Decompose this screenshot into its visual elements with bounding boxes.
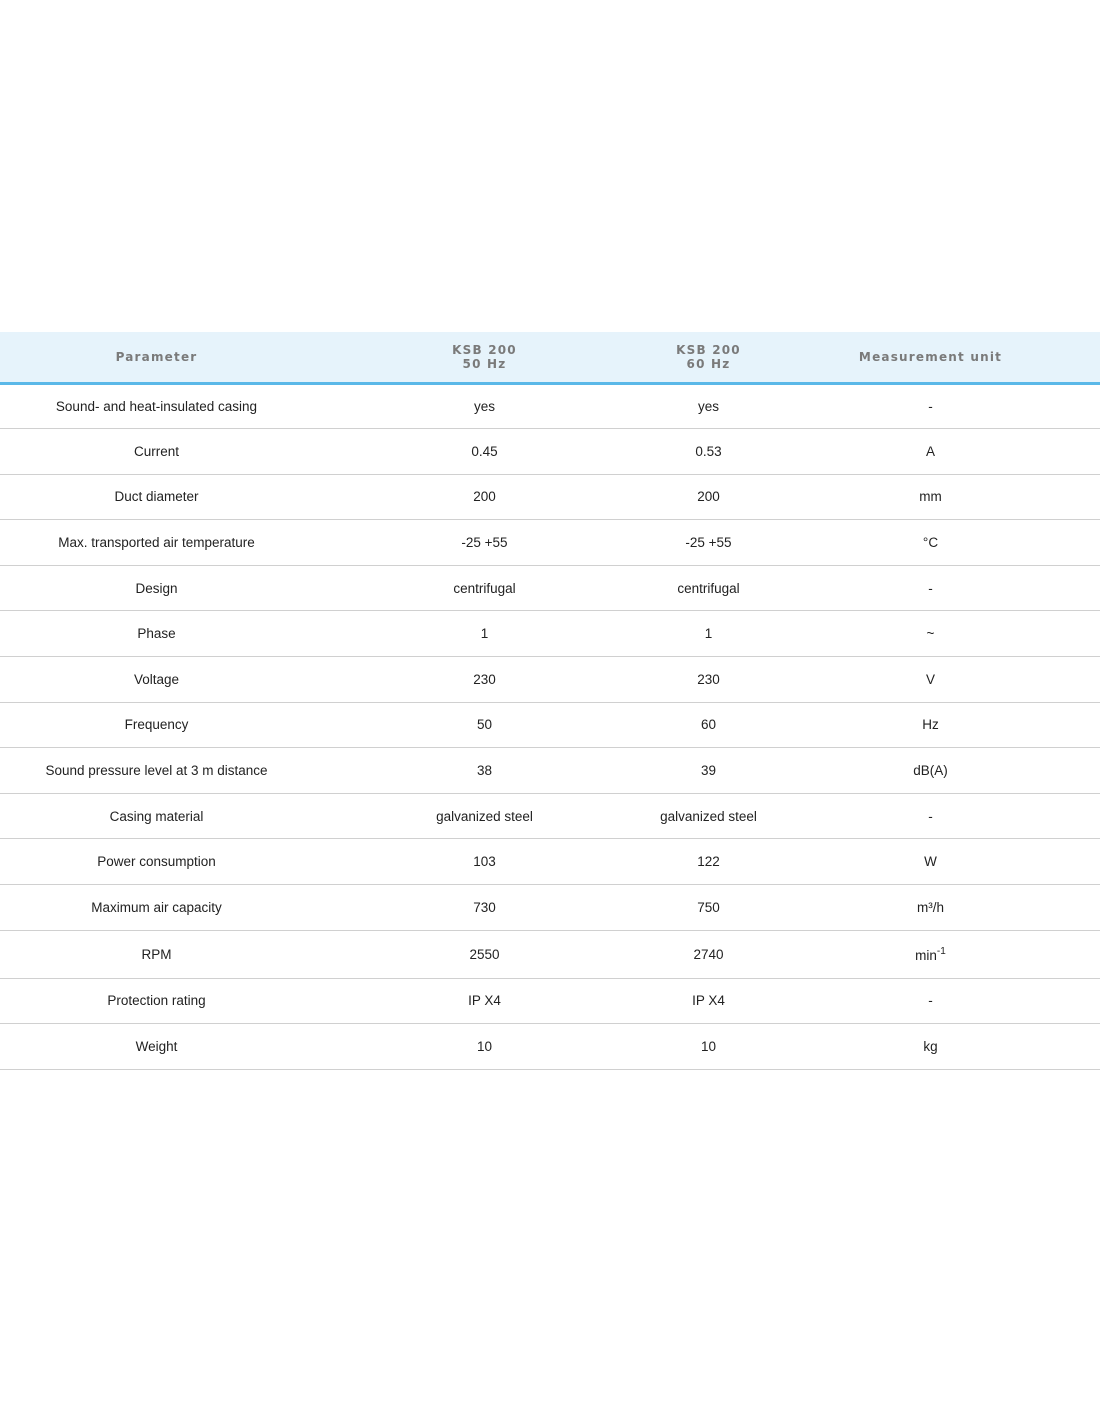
value-50hz-cell: 50 [313, 702, 656, 748]
unit-cell: - [761, 978, 1100, 1024]
table-body [0, 383, 1100, 1069]
parameter-cell: Sound- and heat-insulated casing [0, 383, 313, 429]
value-50hz-cell: -25 +55 [313, 520, 656, 566]
parameter-cell: Design [0, 565, 313, 611]
unit-cell: - [761, 565, 1100, 611]
parameter-cell: Casing material [0, 793, 313, 839]
header-ksb200-60hz [656, 332, 761, 383]
table-row [0, 978, 1100, 1024]
value-50hz-cell: IP X4 [313, 978, 656, 1024]
value-60hz-cell: galvanized steel [656, 793, 761, 839]
unit-cell: W [761, 839, 1100, 885]
value-50hz-cell: 200 [313, 474, 656, 520]
value-50hz-cell: 38 [313, 748, 656, 794]
table-row [0, 793, 1100, 839]
unit-cell [761, 930, 1100, 978]
table-row [0, 474, 1100, 520]
value-60hz-cell: 60 [656, 702, 761, 748]
parameter-cell: Phase [0, 611, 313, 657]
spec-table [0, 332, 1100, 1070]
unit-cell: ~ [761, 611, 1100, 657]
header-ksb200-60hz-freq: 60 Hz [686, 356, 731, 371]
parameter-cell: Sound pressure level at 3 m distance [0, 748, 313, 794]
header-ksb200-50hz [313, 332, 656, 383]
unit-superscript: -1 [936, 945, 946, 957]
table-row [0, 839, 1100, 885]
table-row [0, 520, 1100, 566]
value-50hz-cell: 0.45 [313, 429, 656, 475]
unit-cell: Hz [761, 702, 1100, 748]
parameter-cell: Power consumption [0, 839, 313, 885]
unit-cell: - [761, 383, 1100, 429]
value-50hz-cell: 103 [313, 839, 656, 885]
parameter-cell: Maximum air capacity [0, 885, 313, 931]
unit-base: min [915, 947, 937, 963]
value-50hz-cell: 10 [313, 1024, 656, 1070]
header-row [0, 332, 1100, 383]
parameter-cell: Current [0, 429, 313, 475]
table-header [0, 332, 1100, 383]
parameter-cell: Protection rating [0, 978, 313, 1024]
table-row [0, 383, 1100, 429]
parameter-cell: Weight [0, 1024, 313, 1070]
table-row [0, 611, 1100, 657]
unit-cell: dB(A) [761, 748, 1100, 794]
header-ksb200-50hz-freq: 50 Hz [462, 356, 507, 371]
unit-cell: A [761, 429, 1100, 475]
value-60hz-cell: 2740 [656, 930, 761, 978]
value-50hz-cell: centrifugal [313, 565, 656, 611]
value-60hz-cell: 122 [656, 839, 761, 885]
value-50hz-cell: 230 [313, 657, 656, 703]
table-row [0, 702, 1100, 748]
value-60hz-cell: yes [656, 383, 761, 429]
header-measurement-unit: Measurement unit [761, 332, 1100, 383]
unit-cell: kg [761, 1024, 1100, 1070]
table-row [0, 1024, 1100, 1070]
table-row [0, 885, 1100, 931]
parameter-cell: Frequency [0, 702, 313, 748]
value-60hz-cell: centrifugal [656, 565, 761, 611]
table-row [0, 429, 1100, 475]
parameter-cell: Max. transported air temperature [0, 520, 313, 566]
value-60hz-cell: IP X4 [656, 978, 761, 1024]
header-ksb200-60hz-model: KSB 200 [676, 342, 741, 357]
table-row [0, 657, 1100, 703]
value-60hz-cell: 39 [656, 748, 761, 794]
table-row [0, 930, 1100, 978]
value-60hz-cell: 10 [656, 1024, 761, 1070]
value-50hz-cell: 730 [313, 885, 656, 931]
value-50hz-cell: 1 [313, 611, 656, 657]
unit-cell: - [761, 793, 1100, 839]
table-row [0, 565, 1100, 611]
header-ksb200-50hz-model: KSB 200 [452, 342, 517, 357]
value-60hz-cell: 230 [656, 657, 761, 703]
value-60hz-cell: 200 [656, 474, 761, 520]
header-parameter: Parameter [0, 332, 313, 383]
parameter-cell: RPM [0, 930, 313, 978]
value-50hz-cell: 2550 [313, 930, 656, 978]
parameter-cell: Voltage [0, 657, 313, 703]
unit-cell: m³/h [761, 885, 1100, 931]
table-row [0, 748, 1100, 794]
parameter-cell: Duct diameter [0, 474, 313, 520]
value-50hz-cell: yes [313, 383, 656, 429]
value-60hz-cell: 0.53 [656, 429, 761, 475]
value-60hz-cell: 750 [656, 885, 761, 931]
value-60hz-cell: -25 +55 [656, 520, 761, 566]
value-60hz-cell: 1 [656, 611, 761, 657]
unit-cell: °C [761, 520, 1100, 566]
unit-cell: V [761, 657, 1100, 703]
unit-cell: mm [761, 474, 1100, 520]
value-50hz-cell: galvanized steel [313, 793, 656, 839]
